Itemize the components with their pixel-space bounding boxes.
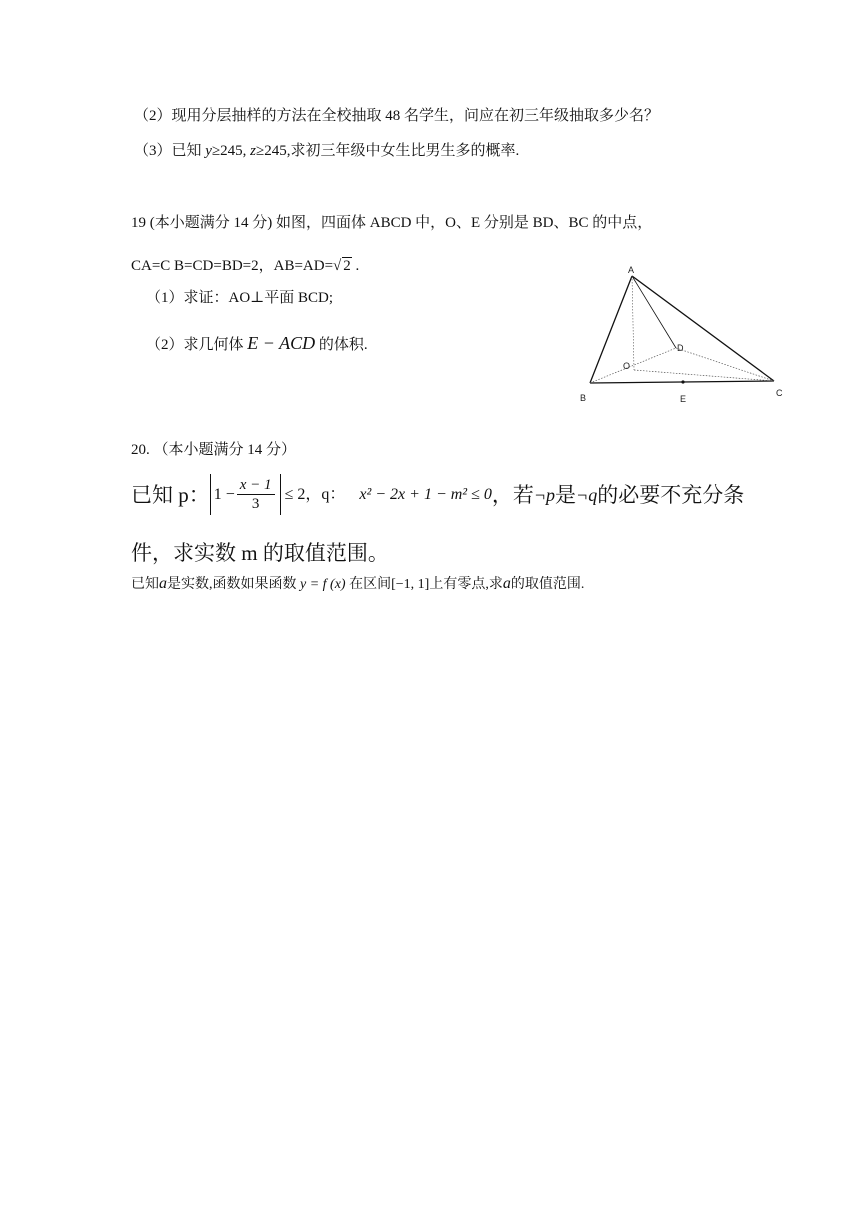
label-E: E [680, 394, 687, 404]
q20-stmt-line2: 件，求实数 m 的取值范围。 [131, 541, 389, 565]
q20-stmt-a: 已知 p： [131, 482, 210, 507]
q19-part1 [146, 288, 333, 308]
q20-stmt-d: 是 [555, 482, 577, 507]
q18-part2-text: （2）现用分层抽样的方法在全校抽取 48 名学生，问应在初三年级抽取多少名？ [134, 108, 660, 124]
edge-AC [632, 276, 774, 381]
q19-cond-text: CA=C B=CD=BD=2，AB=AD= [131, 258, 334, 274]
fraction-denominator: 3 [251, 496, 260, 512]
q19-cond-end: . [351, 258, 360, 274]
var-z: z [250, 143, 257, 159]
q19-part2-a: （2）求几何体 [146, 337, 248, 353]
label-O: O [623, 361, 631, 371]
q18-part3-b: ≥245, [211, 143, 251, 159]
q20-statement [131, 474, 744, 515]
edge-DC [676, 348, 774, 381]
extra-a: 已知 [131, 577, 159, 592]
label-D: D [677, 343, 684, 353]
q18-part3 [134, 141, 519, 161]
q19-conditions [131, 256, 359, 276]
segment-OC [634, 370, 774, 381]
q19-header [131, 213, 652, 233]
not-q: ¬q [576, 484, 598, 505]
label-A: A [628, 265, 635, 275]
fraction [237, 476, 275, 513]
extra-var-a: a [159, 575, 167, 592]
extra-func: y = f (x) [300, 577, 346, 592]
q20-stmt-c: ，若 [491, 482, 534, 507]
label-B: B [580, 393, 587, 403]
q19-part2-expr: E − ACD [247, 333, 316, 353]
q18-part2 [134, 106, 659, 126]
q19-header-text: 19 (本小题满分 14 分) 如图，四面体 ABCD 中，O、E 分别是 BD、BC 的中点， [131, 215, 653, 231]
extra-b: 是实数,函数如果函数 [167, 577, 300, 592]
q20-stmt-b: ≤ 2，q： [284, 485, 346, 503]
segment-AO [632, 276, 634, 370]
tetrahedron-figure [572, 262, 792, 412]
q18-part3-c: ≥245,求初三年级中女生比男生多的概率. [256, 143, 520, 159]
sqrt-value: 2 [343, 258, 351, 274]
fraction-numerator: x − 1 [237, 476, 275, 495]
label-C: C [776, 388, 783, 398]
q19-part2-b: 的体积. [315, 337, 368, 353]
sqrt-symbol: √ [333, 258, 342, 274]
q20-header [131, 440, 296, 460]
q18-part3-a: （3）已知 [134, 143, 206, 159]
extra-problem [131, 574, 584, 595]
abs-expression [210, 474, 281, 515]
q19-part2 [146, 333, 368, 355]
q20-q-expr: x² − 2x + 1 − m² ≤ 0 [359, 485, 492, 503]
extra-d: 的取值范围. [510, 577, 585, 592]
point-E [681, 380, 684, 383]
extra-c: 在区间[−1, 1]上有零点,求 [345, 577, 503, 592]
q20-statement-line2 [131, 539, 389, 567]
edge-AD [632, 276, 676, 348]
q19-part1-text: （1）求证：AO⊥平面 BCD; [146, 290, 334, 306]
q20-stmt-e: 的必要不充分条 [597, 482, 745, 507]
q20-header-text: 20. （本小题满分 14 分） [131, 442, 297, 458]
not-p: ¬p [533, 484, 556, 505]
edge-BD [590, 348, 676, 383]
extra-var-a2: a [502, 575, 511, 592]
abs-one: 1 − [213, 485, 235, 503]
var-y: y [205, 143, 212, 159]
